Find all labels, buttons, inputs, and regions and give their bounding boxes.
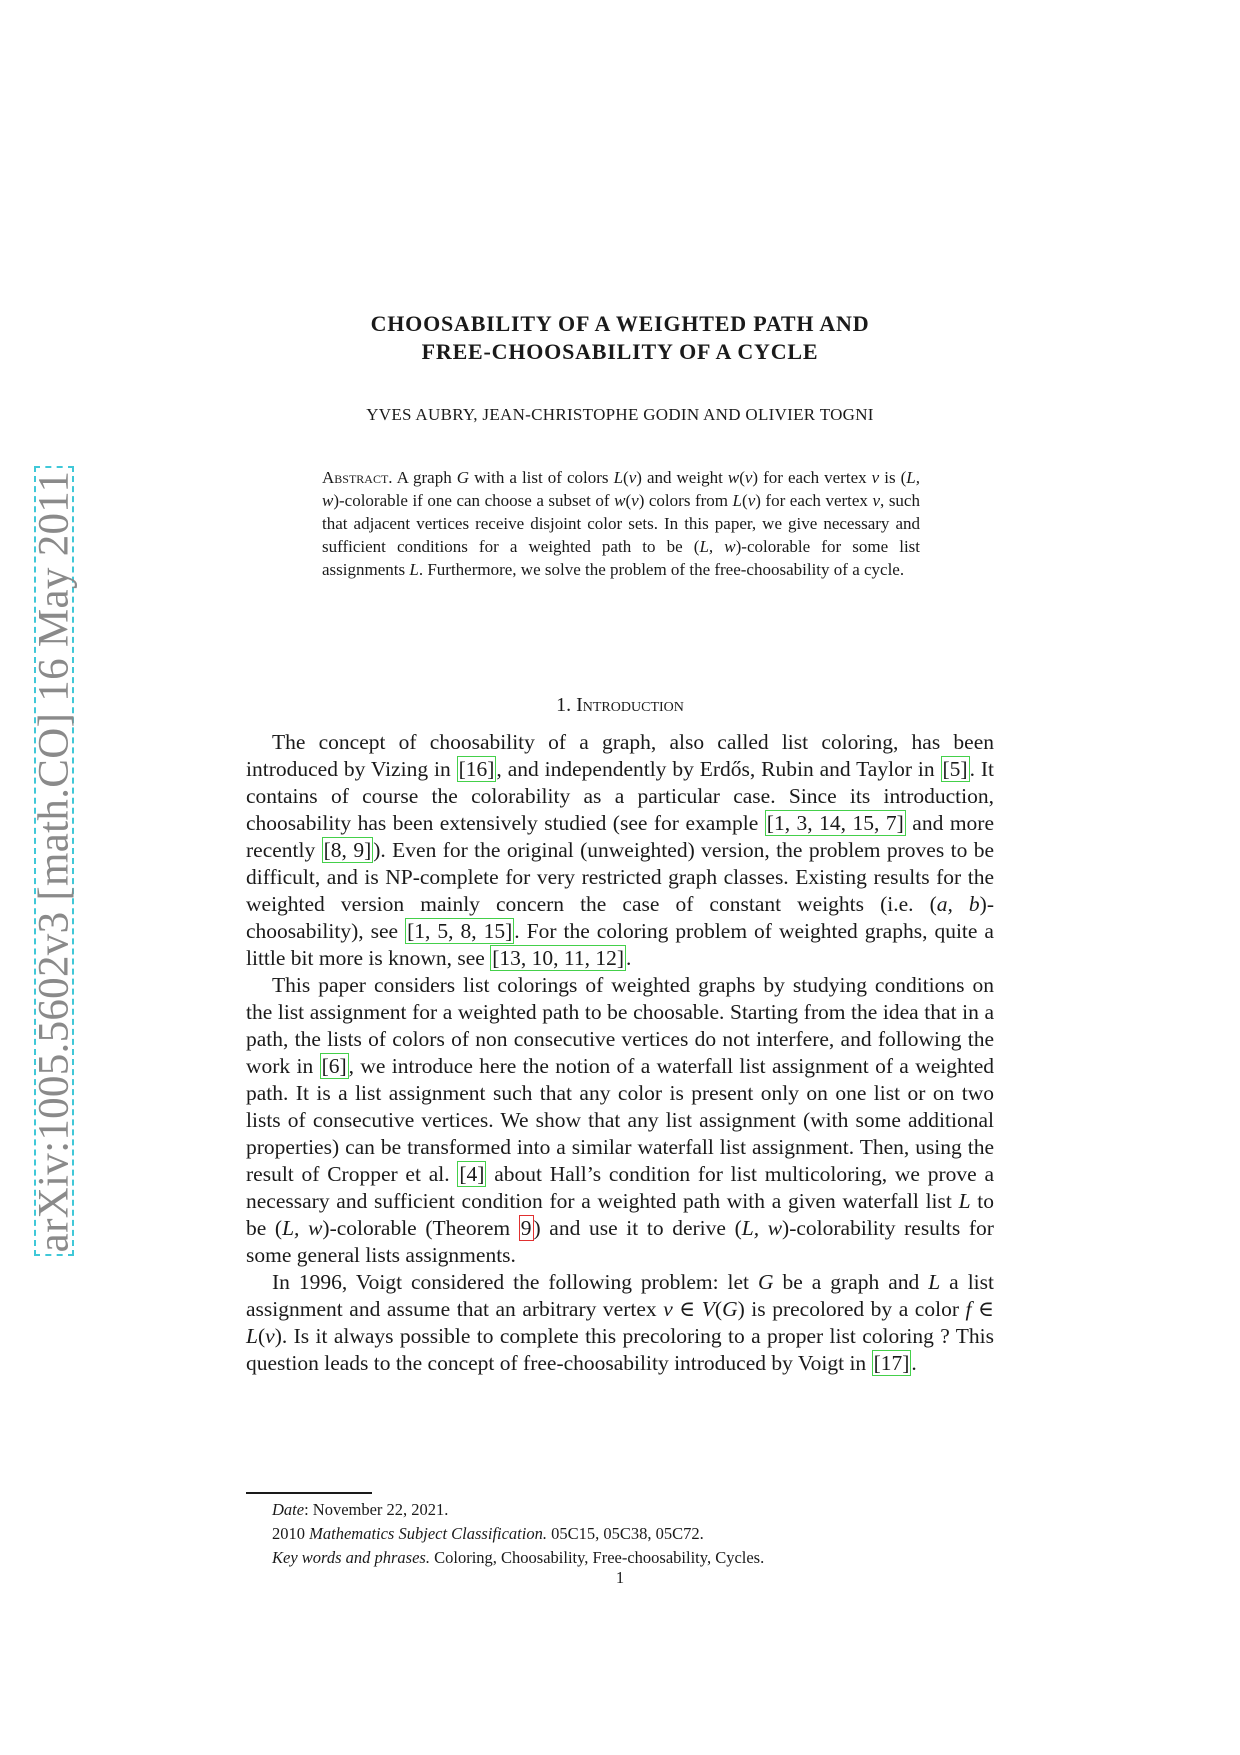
page-number: 1: [615, 1568, 625, 1587]
date-label: Date: [272, 1500, 305, 1519]
footnote-msc: [246, 1522, 994, 1546]
citation-link[interactable]: [5]: [942, 757, 968, 781]
date-value: : November 22, 2021.: [304, 1500, 449, 1519]
citation-link[interactable]: [16]: [458, 757, 495, 781]
paragraph-1: The concept of choosability of a graph, also called list coloring, has been introduced by Vizing in [16], and independently by Erdős, Rubin and Taylor in [5]. It contains of course the colorability as a particular case. Since its introduction, choosability has been extensively studied (see for example [1, 3, 14, 15, 7] and more recently [8, 9]). Even for the original (unweighted) version, the problem proves to be difficult, and is NP-complete for very restricted graph classes. Existing results for the weighted version mainly concern the case of constant weights (i.e. (a, b)-choosability), see [1, 5, 8, 15]. For the coloring problem of weighted graphs, quite a little bit more is known, see [13, 10, 11, 12].: [246, 730, 995, 970]
msc-label: Mathematics Subject Classification.: [309, 1524, 547, 1543]
footnote-divider: [246, 1492, 372, 1494]
section-title: Introduction: [576, 694, 684, 716]
footnote-date: [246, 1498, 994, 1522]
keywords-value: Coloring, Choosability, Free-choosability, Cycles.: [429, 1548, 765, 1567]
section-heading-introduction: [250, 694, 990, 717]
citation-link[interactable]: [1, 3, 14, 15, 7]: [766, 811, 904, 835]
msc-year: 2010: [272, 1524, 310, 1543]
footnote-keywords: [246, 1546, 994, 1570]
theorem-reference-link[interactable]: 9: [520, 1216, 532, 1240]
abstract: Abstract. A graph G with a list of colors L(v) and weight w(v) for each vertex v is (L, w)-colorable if one can choose a subset of w(v) colors from L(v) for each vertex v, such that adjacent vertices receive disjoint color sets. In this paper, we give necessary and sufficient conditions for a weighted path to be (L, w)-colorable for some list assignments L. Furthermore, we solve the problem of the free-choosability of a cycle.: [322, 468, 921, 579]
paper-title: [250, 310, 990, 366]
citation-link[interactable]: [6]: [321, 1054, 347, 1078]
arxiv-identifier-stamp: [30, 466, 78, 1256]
msc-value: 05C15, 05C38, 05C72.: [546, 1524, 704, 1543]
citation-link[interactable]: [8, 9]: [323, 838, 372, 862]
abstract-label: Abstract.: [322, 468, 393, 487]
citation-link[interactable]: [17]: [873, 1351, 910, 1375]
citation-link[interactable]: [4]: [459, 1162, 485, 1186]
paragraph-2: This paper considers list colorings of weighted graphs by studying conditions on the list assignment for a weighted path to be choosable. Starting from the idea that in a path, the lists of colors of non consecutive vertices do not interfere, and following the work in [6], we introduce here the notion of a waterfall list assignment of a weighted path. It is a list assignment such that any color is present only on one list or on two lists of consecutive vertices. We show that any list assignment (with some additional properties) can be transformed into a similar waterfall list assignment. Then, using the result of Cropper et al. [4] about Hall’s condition for list multicoloring, we prove a necessary and sufficient condition for a weighted path with a given waterfall list L to be (L, w)-colorable (Theorem 9) and use it to derive (L, w)-colorability results for some general lists assignments.: [246, 973, 994, 1267]
paper-authors: YVES AUBRY, JEAN-CHRISTOPHE GODIN AND OLIVIER TOGNI: [366, 405, 874, 424]
title-line-2: FREE-CHOOSABILITY OF A CYCLE: [421, 339, 819, 364]
section-number: 1.: [556, 694, 572, 716]
introduction-body: [246, 729, 994, 1377]
citation-link[interactable]: [1, 5, 8, 15]: [407, 919, 513, 943]
keywords-label: Key words and phrases.: [272, 1548, 430, 1567]
footnotes: [246, 1498, 994, 1570]
arxiv-identifier: arXiv:1005.5602v3 [math.CO] 16 May 2011: [30, 470, 78, 1252]
title-line-1: CHOOSABILITY OF A WEIGHTED PATH AND: [370, 311, 870, 336]
citation-link[interactable]: [13, 10, 11, 12]: [492, 946, 625, 970]
paragraph-3: In 1996, Voigt considered the following problem: let G be a graph and L a list assignment and assume that an arbitrary vertex v ∈ V(G) is precolored by a color f ∈ L(v). Is it always possible to complete this precoloring to a proper list coloring ? This question leads to the concept of free-choosability introduced by Voigt in [17].: [246, 1270, 994, 1375]
